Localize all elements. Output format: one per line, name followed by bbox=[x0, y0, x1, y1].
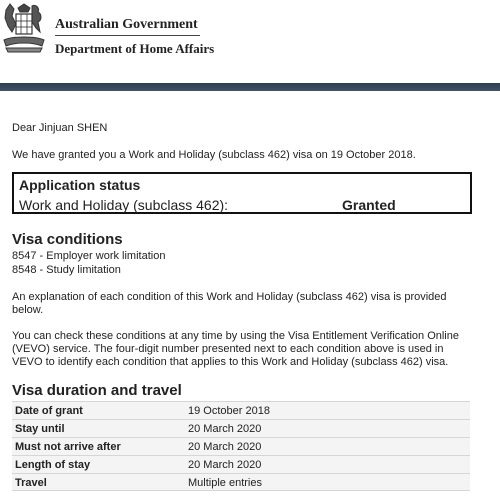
status-value: Granted bbox=[342, 197, 396, 213]
vevo-paragraph-line: You can check these conditions at any time by using the Visa Entitlement Verification Online bbox=[12, 330, 459, 342]
department-title: Department of Home Affairs bbox=[55, 41, 215, 56]
conditions-explanation-line: below. bbox=[12, 304, 44, 316]
vevo-paragraph-line: VEVO to identify each condition that applies to this Work and Holiday (subclass 462) visa. bbox=[12, 356, 449, 368]
letter-header bbox=[0, 0, 500, 90]
row-value: 19 October 2018 bbox=[188, 405, 270, 417]
row-label: Must not arrive after bbox=[15, 441, 121, 453]
application-status-box bbox=[12, 172, 472, 214]
header-rule bbox=[55, 35, 200, 36]
conditions-explanation-line: An explanation of each condition of this Work and Holiday (subclass 462) visa is provided bbox=[12, 291, 447, 303]
row-label: Length of stay bbox=[15, 459, 91, 471]
header-bar bbox=[0, 83, 500, 91]
status-visa-label: Work and Holiday (subclass 462): bbox=[19, 197, 229, 213]
table-row bbox=[12, 437, 470, 455]
vevo-paragraph-line: (VEVO) service. The four-digit number presented next to each condition above is used in bbox=[12, 343, 444, 355]
row-value: 20 March 2020 bbox=[188, 459, 262, 471]
visa-conditions-heading: Visa conditions bbox=[12, 231, 123, 248]
greeting: Dear Jinjuan SHEN bbox=[12, 122, 108, 134]
row-value: Multiple entries bbox=[188, 477, 262, 489]
table-row bbox=[12, 473, 470, 491]
table-row bbox=[12, 419, 470, 437]
table-row bbox=[12, 401, 470, 419]
row-label: Stay until bbox=[15, 423, 65, 435]
government-title: Australian Government bbox=[55, 17, 198, 32]
condition-item: 8547 - Employer work limitation bbox=[12, 250, 166, 262]
row-value: 20 March 2020 bbox=[188, 441, 262, 453]
row-label: Travel bbox=[15, 477, 47, 489]
condition-item: 8548 - Study limitation bbox=[12, 264, 121, 276]
row-value: 20 March 2020 bbox=[188, 423, 262, 435]
status-title: Application status bbox=[19, 177, 141, 193]
visa-duration-table bbox=[12, 401, 470, 491]
row-label: Date of grant bbox=[15, 405, 83, 417]
grant-intro: We have granted you a Work and Holiday (subclass 462) visa on 19 October 2018. bbox=[12, 149, 416, 161]
table-row bbox=[12, 455, 470, 473]
coat-of-arms-icon bbox=[2, 2, 46, 56]
visa-duration-heading: Visa duration and travel bbox=[12, 382, 182, 399]
